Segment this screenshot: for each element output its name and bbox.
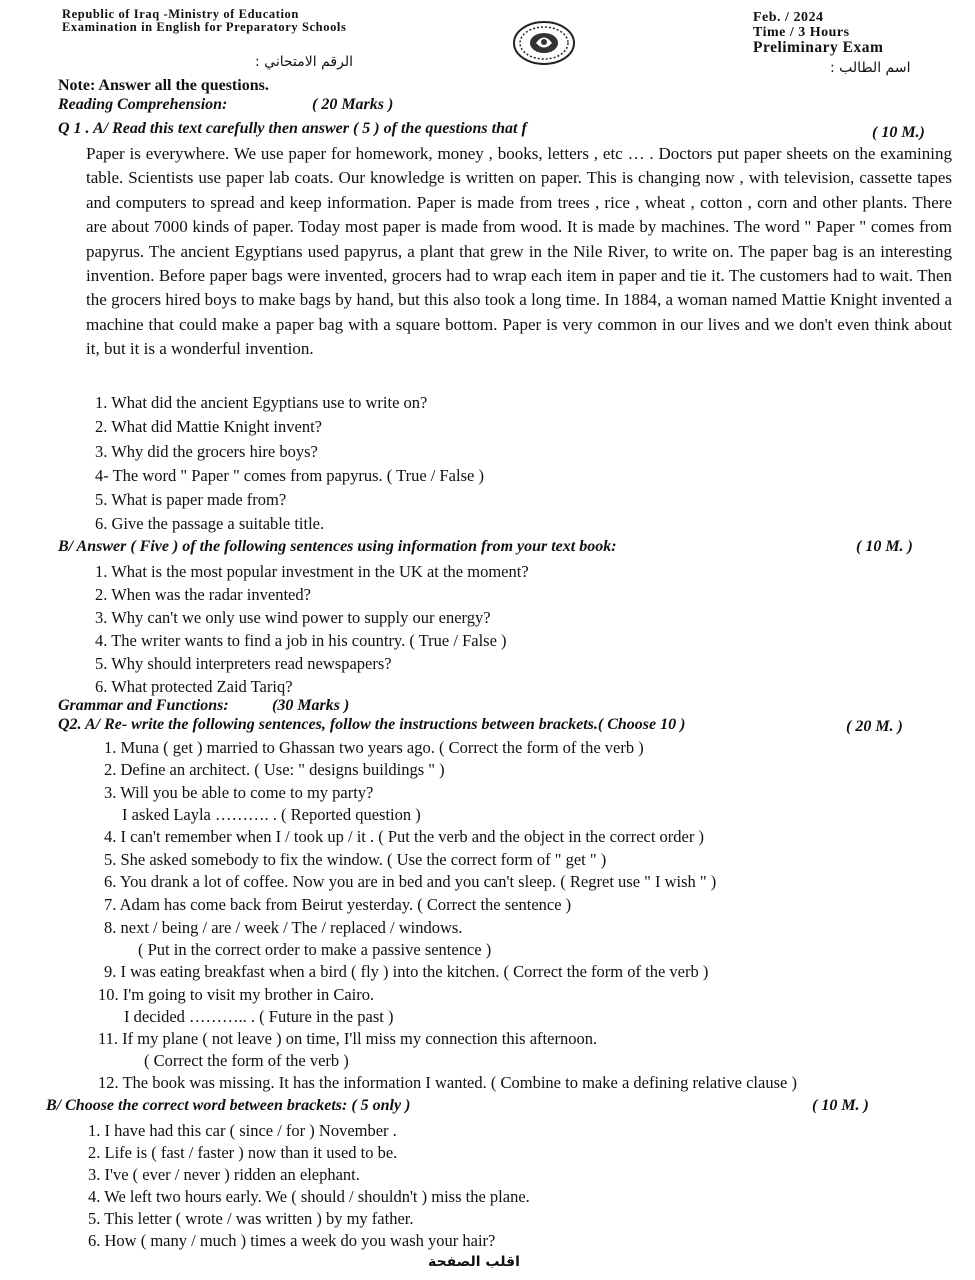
grammar-marks: (30 Marks ) bbox=[272, 697, 350, 714]
q1b-question: 6. What protected Zaid Tariq? bbox=[95, 677, 293, 696]
q2a-line: 7. Adam has come back from Beirut yesterday. ( Correct the sentence ) bbox=[104, 895, 572, 914]
reading-marks: ( 20 Marks ) bbox=[312, 96, 394, 113]
q1a-question: 1. What did the ancient Egyptians use to write on? bbox=[95, 393, 428, 412]
q2a-line: I asked Layla ………. . ( Reported question ) bbox=[122, 805, 421, 824]
q1b-question: 2. When was the radar invented? bbox=[95, 585, 311, 604]
exam-type: Preliminary Exam bbox=[753, 39, 884, 56]
q2a-line: 10. I'm going to visit my brother in Cairo. bbox=[98, 985, 375, 1004]
student-name-label: اسم الطالب : bbox=[830, 60, 911, 76]
q2a-line: 12. The book was missing. It has the information I wanted. ( Combine to make a defining relative clause ) bbox=[98, 1073, 797, 1092]
q2a-line: 2. Define an architect. ( Use: " designs buildings " ) bbox=[104, 760, 445, 779]
exam-number-label: الرقم الامتحاني : bbox=[255, 54, 353, 70]
q2b-question: 2. Life is ( fast / faster ) now than it used to be. bbox=[88, 1143, 398, 1162]
q2a-line: 8. next / being / are / week / The / replaced / windows. bbox=[104, 918, 463, 937]
ministry-seal-icon bbox=[512, 20, 576, 66]
q2a-line: I decided ……….. . ( Future in the past ) bbox=[124, 1007, 394, 1026]
q1a-question: 6. Give the passage a suitable title. bbox=[95, 514, 325, 533]
q1a-question: 3. Why did the grocers hire boys? bbox=[95, 442, 318, 461]
q2a-line: 1. Muna ( get ) married to Ghassan two years ago. ( Correct the form of the verb ) bbox=[104, 738, 644, 757]
q1a-question: 5. What is paper made from? bbox=[95, 490, 287, 509]
q1b-marks: ( 10 M. ) bbox=[856, 538, 913, 555]
q2b-question: 3. I've ( ever / never ) ridden an elephant. bbox=[88, 1165, 360, 1184]
q2b-question: 1. I have had this car ( since / for ) November . bbox=[88, 1121, 397, 1140]
ministry-header bbox=[62, 8, 346, 34]
q1b-question: 4. The writer wants to find a job in his country. ( True / False ) bbox=[95, 631, 507, 650]
exam-time: Time / 3 Hours bbox=[753, 25, 850, 40]
q2a-line: 4. I can't remember when I / took up / it . ( Put the verb and the object in the correct order ) bbox=[104, 827, 704, 846]
ministry-line: Republic of Iraq -Ministry of Education bbox=[62, 7, 299, 21]
q1b-question: 1. What is the most popular investment in the UK at the moment? bbox=[95, 562, 529, 581]
q2b-question: 4. We left two hours early. We ( should / shouldn't ) miss the plane. bbox=[88, 1187, 530, 1206]
q1a-marks: ( 10 M.) bbox=[872, 124, 925, 141]
q2a-line: ( Correct the form of the verb ) bbox=[144, 1051, 349, 1070]
q2b-question: 5. This letter ( wrote / was written ) by my father. bbox=[88, 1209, 414, 1228]
q2b-question: 6. How ( many / much ) times a week do you wash your hair? bbox=[88, 1231, 496, 1250]
q2a-line: 3. Will you be able to come to my party? bbox=[104, 783, 374, 802]
note-text: Note: Answer all the questions. bbox=[58, 77, 269, 94]
q2a-marks: ( 20 M. ) bbox=[846, 718, 903, 735]
reading-title: Reading Comprehension: bbox=[58, 96, 228, 113]
q1a-question: 2. What did Mattie Knight invent? bbox=[95, 417, 322, 436]
exam-subject-line: Examination in English for Preparatory Schools bbox=[62, 20, 347, 34]
q2b-instruction: B/ Choose the correct word between brackets: ( 5 only ) bbox=[46, 1097, 411, 1114]
exam-info bbox=[753, 10, 883, 55]
q1b-question: 5. Why should interpreters read newspapers? bbox=[95, 654, 392, 673]
reading-passage: Paper is everywhere. We use paper for homework, money , books, letters , etc … . Doctors put paper sheets on the examining table. Scientists use paper lab coats. Our knowledge is written on paper. This is changing now , with television, cassette tapes and computers to spread and keep information. Paper is made from trees , rice , wheat , cotton , corn and other plants. There are about 7000 kinds of paper. Today most paper is made from wood. It is made by machines. The word " Paper " comes from papyrus. The ancient Egyptians used papyrus, a plant that grew in the Nile River, to write on. The paper bag is an interesting invention. Before paper bags were invented, grocers had to wrap each item in paper and tie it. The customers had to wait. Then the grocers hired boys to make bags by hand, but this also took a long time. In 1884, a woman named Mattie Knight invented a machine that could make a paper bag with a square bottom. Paper is very common in our lives and we don't even think about it, but it is a wonderful invention. bbox=[86, 144, 952, 359]
turn-page-footer: اقلب الصفحة bbox=[428, 1254, 520, 1270]
q1a-instruction: Q 1 . A/ Read this text carefully then answer ( 5 ) of the questions that f bbox=[58, 120, 527, 137]
q1b-question: 3. Why can't we only use wind power to supply our energy? bbox=[95, 608, 491, 627]
q2a-line: 5. She asked somebody to fix the window. ( Use the correct form of " get " ) bbox=[104, 850, 607, 869]
grammar-title: Grammar and Functions: bbox=[58, 697, 229, 714]
q1b-instruction: B/ Answer ( Five ) of the following sentences using information from your text book: bbox=[58, 538, 617, 555]
q2a-line: 9. I was eating breakfast when a bird ( fly ) into the kitchen. ( Correct the form of the verb ) bbox=[104, 962, 709, 981]
q2a-instruction: Q2. A/ Re- write the following sentences, follow the instructions between brackets.( Choose 10 ) bbox=[58, 716, 686, 733]
q2a-line: 6. You drank a lot of coffee. Now you are in bed and you can't sleep. ( Regret use " I wish " ) bbox=[104, 872, 717, 891]
q2a-line: 11. If my plane ( not leave ) on time, I'll miss my connection this afternoon. bbox=[98, 1029, 598, 1048]
q1a-question: 4- The word " Paper " comes from papyrus. ( True / False ) bbox=[95, 466, 484, 485]
q2b-marks: ( 10 M. ) bbox=[812, 1097, 869, 1114]
q2a-line: ( Put in the correct order to make a passive sentence ) bbox=[138, 940, 492, 959]
exam-date: Feb. / 2024 bbox=[753, 10, 824, 25]
